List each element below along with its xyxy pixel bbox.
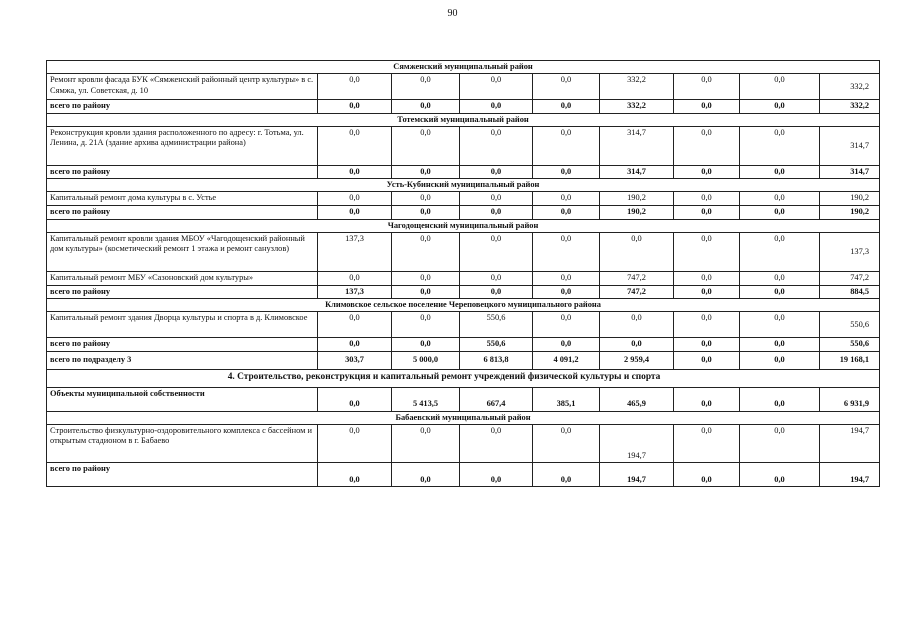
amount-cell: 0,0 [674,462,740,486]
amount-cell: 550,6 [820,338,880,351]
amount-cell: 550,6 [820,312,880,338]
amount-cell: 0,0 [674,192,740,206]
amount-cell: 0,0 [674,74,740,100]
amount-cell: 0,0 [318,424,392,462]
amount-cell: 0,0 [392,232,460,271]
row-label: всего по району [47,165,318,178]
amount-cell: 0,0 [740,165,820,178]
district-name: Усть-Кубинский муниципальный район [47,179,880,192]
amount-cell: 0,0 [533,100,600,113]
amount-cell: 0,0 [674,387,740,411]
amount-cell: 0,0 [740,74,820,100]
amount-cell: 0,0 [392,271,460,285]
amount-cell: 0,0 [460,206,533,219]
district-header-row [47,113,880,126]
amount-cell: 0,0 [460,271,533,285]
row-label: Капитальный ремонт здания Дворца культуры и спорта в д. Климовское [47,312,318,338]
row-label: всего по подразделу 3 [47,351,318,369]
amount-cell: 0,0 [740,271,820,285]
amount-cell: 0,0 [674,206,740,219]
amount-cell: 332,2 [820,100,880,113]
amount-cell: 6 931,9 [820,387,880,411]
amount-cell: 5 000,0 [392,351,460,369]
amount-cell: 0,0 [392,74,460,100]
row-label: всего по району [47,462,318,486]
amount-cell: 0,0 [318,74,392,100]
amount-cell: 5 413,5 [392,387,460,411]
amount-cell: 0,0 [392,100,460,113]
amount-cell: 0,0 [460,285,533,298]
amount-cell: 332,2 [820,74,880,100]
amount-cell: 550,6 [460,312,533,338]
amount-cell: 0,0 [740,338,820,351]
amount-cell: 0,0 [533,312,600,338]
amount-cell: 0,0 [740,387,820,411]
budget-table [46,60,880,487]
district-name: Бабаевский муниципальный район [47,411,880,424]
amount-cell: 0,0 [533,206,600,219]
amount-cell: 314,7 [820,126,880,165]
amount-cell: 0,0 [674,338,740,351]
amount-cell: 0,0 [460,74,533,100]
project-row [47,424,880,462]
amount-cell: 385,1 [533,387,600,411]
amount-cell: 0,0 [674,351,740,369]
municipal-objects-row [47,387,880,411]
amount-cell: 332,2 [600,100,674,113]
row-label: всего по району [47,206,318,219]
amount-cell: 194,7 [600,462,674,486]
amount-cell: 0,0 [392,338,460,351]
amount-cell: 0,0 [740,206,820,219]
amount-cell: 0,0 [318,462,392,486]
amount-cell: 314,7 [600,165,674,178]
amount-cell: 0,0 [533,126,600,165]
district-total-row [47,285,880,298]
amount-cell: 0,0 [318,206,392,219]
amount-cell: 0,0 [674,271,740,285]
amount-cell: 0,0 [392,165,460,178]
project-row [47,74,880,100]
district-name: Тотемский муниципальный район [47,113,880,126]
district-total-row [47,206,880,219]
district-total-row [47,338,880,351]
amount-cell: 0,0 [740,424,820,462]
district-total-row [47,462,880,486]
amount-cell: 0,0 [674,126,740,165]
amount-cell: 194,7 [820,462,880,486]
row-label: Капитальный ремонт дома культуры в с. Устье [47,192,318,206]
amount-cell: 0,0 [318,165,392,178]
district-name: Климовское сельское поселение Череповецкого муниципального района [47,299,880,312]
amount-cell: 0,0 [392,285,460,298]
district-header-row [47,179,880,192]
amount-cell: 190,2 [820,206,880,219]
district-header-row [47,411,880,424]
amount-cell: 747,2 [600,285,674,298]
row-label: Объекты муниципальной собственности [47,387,318,411]
district-total-row [47,100,880,113]
amount-cell: 0,0 [533,271,600,285]
amount-cell: 0,0 [460,424,533,462]
amount-cell: 747,2 [820,271,880,285]
amount-cell: 0,0 [740,100,820,113]
row-label: всего по району [47,100,318,113]
amount-cell: 465,9 [600,387,674,411]
amount-cell: 0,0 [460,100,533,113]
amount-cell: 190,2 [820,192,880,206]
amount-cell: 194,7 [600,424,674,462]
amount-cell: 0,0 [600,232,674,271]
amount-cell: 137,3 [318,232,392,271]
row-label: всего по району [47,285,318,298]
amount-cell: 0,0 [674,424,740,462]
amount-cell: 190,2 [600,192,674,206]
amount-cell: 0,0 [460,232,533,271]
amount-cell: 747,2 [600,271,674,285]
amount-cell: 0,0 [318,100,392,113]
amount-cell: 0,0 [533,74,600,100]
amount-cell: 19 168,1 [820,351,880,369]
district-total-row [47,165,880,178]
amount-cell: 303,7 [318,351,392,369]
amount-cell: 0,0 [318,312,392,338]
amount-cell: 0,0 [318,126,392,165]
amount-cell: 0,0 [318,338,392,351]
amount-cell: 0,0 [674,100,740,113]
amount-cell: 0,0 [740,312,820,338]
chapter-heading: 4. Строительство, реконструкция и капитальный ремонт учреждений физической культуры и спорта [47,369,880,387]
district-header-row [47,61,880,74]
amount-cell: 0,0 [392,424,460,462]
amount-cell: 137,3 [318,285,392,298]
amount-cell: 0,0 [740,285,820,298]
amount-cell: 0,0 [674,165,740,178]
project-row [47,192,880,206]
district-header-row [47,219,880,232]
amount-cell: 0,0 [392,192,460,206]
amount-cell: 0,0 [533,192,600,206]
amount-cell: 194,7 [820,424,880,462]
amount-cell: 0,0 [318,271,392,285]
chapter-heading-row [47,369,880,387]
amount-cell: 314,7 [600,126,674,165]
row-label: Ремонт кровли фасада БУК «Сямженский районный центр культуры» в с. Сямжа, ул. Советская, д. 10 [47,74,318,100]
subsection-total-row [47,351,880,369]
amount-cell: 0,0 [392,462,460,486]
amount-cell: 314,7 [820,165,880,178]
table-body [47,61,880,487]
amount-cell: 6 813,8 [460,351,533,369]
amount-cell: 0,0 [460,192,533,206]
amount-cell: 0,0 [533,232,600,271]
amount-cell: 0,0 [392,206,460,219]
amount-cell: 2 959,4 [600,351,674,369]
amount-cell: 0,0 [460,126,533,165]
amount-cell: 0,0 [674,285,740,298]
page-number: 90 [447,8,458,19]
amount-cell: 550,6 [460,338,533,351]
row-label: Реконструкция кровли здания расположенного по адресу: г. Тотьма, ул. Ленина, д. 21А (здание архива администрации района) [47,126,318,165]
amount-cell: 0,0 [674,312,740,338]
amount-cell: 667,4 [460,387,533,411]
row-label: всего по району [47,338,318,351]
amount-cell: 0,0 [460,165,533,178]
amount-cell: 0,0 [740,126,820,165]
amount-cell: 0,0 [318,387,392,411]
project-row [47,126,880,165]
project-row [47,232,880,271]
amount-cell: 0,0 [740,462,820,486]
amount-cell: 0,0 [392,126,460,165]
amount-cell: 0,0 [740,232,820,271]
amount-cell: 0,0 [533,338,600,351]
amount-cell: 0,0 [533,285,600,298]
district-name: Чагодощенский муниципальный район [47,219,880,232]
amount-cell: 4 091,2 [533,351,600,369]
amount-cell: 0,0 [392,312,460,338]
amount-cell: 0,0 [600,312,674,338]
amount-cell: 0,0 [533,165,600,178]
amount-cell: 0,0 [740,351,820,369]
amount-cell: 332,2 [600,74,674,100]
amount-cell: 0,0 [674,232,740,271]
amount-cell: 0,0 [460,462,533,486]
amount-cell: 0,0 [600,338,674,351]
amount-cell: 137,3 [820,232,880,271]
amount-cell: 0,0 [533,462,600,486]
amount-cell: 0,0 [318,192,392,206]
row-label: Строительство физкультурно-оздоровительного комплекса с бассейном и открытым стадионом в г. Бабаево [47,424,318,462]
amount-cell: 884,5 [820,285,880,298]
district-name: Сямженский муниципальный район [47,61,880,74]
project-row [47,271,880,285]
amount-cell: 0,0 [533,424,600,462]
row-label: Капитальный ремонт МБУ «Сазоновский дом культуры» [47,271,318,285]
district-header-row [47,299,880,312]
amount-cell: 190,2 [600,206,674,219]
project-row [47,312,880,338]
row-label: Капитальный ремонт кровли здания МБОУ «Чагодощенский районный дом культуры» (косметический ремонт 1 этажа и ремонт санузлов) [47,232,318,271]
amount-cell: 0,0 [740,192,820,206]
